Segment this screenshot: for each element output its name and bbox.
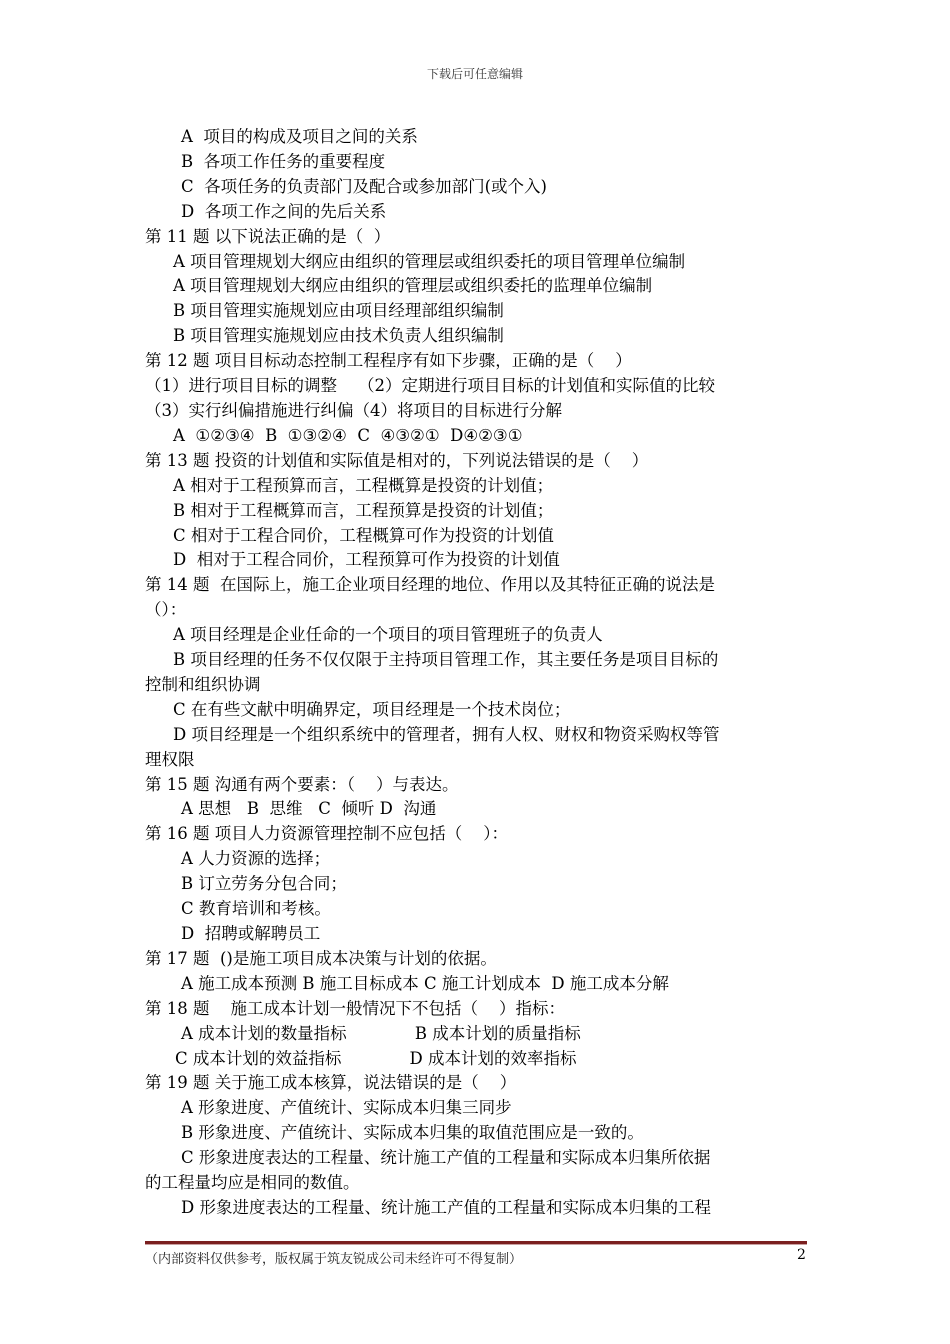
text-line: B 形象进度、产值统计、实际成本归集的取值范围应是一致的。 bbox=[181, 1123, 644, 1143]
document-body bbox=[145, 125, 810, 1221]
text-line: 第 19 题 关于施工成本核算，说法错误的是（ ） bbox=[145, 1073, 517, 1093]
page-header: 下载后可任意编辑 bbox=[426, 67, 523, 81]
text-line: C 在有些文献中明确界定，项目经理是一个技术岗位； bbox=[173, 699, 571, 719]
text-line: A ①②③④ B ①③②④ C ④③②① D④②③① bbox=[173, 425, 523, 445]
text-line: C 各项任务的负责部门及配合或参加部门(或个入) bbox=[181, 176, 547, 196]
page-number: 2 bbox=[797, 1247, 806, 1263]
text-line: 的工程量均应是相同的数值。 bbox=[145, 1173, 360, 1193]
text-line: 控制和组织协调 bbox=[145, 674, 261, 694]
text-line: C 教育培训和考核。 bbox=[181, 899, 331, 919]
text-line: 理权限 bbox=[145, 749, 195, 769]
text-line: D 各项工作之间的先后关系 bbox=[181, 201, 387, 221]
text-line: A 相对于工程预算而言，工程概算是投资的计划值； bbox=[173, 475, 554, 495]
text-line: A 人力资源的选择； bbox=[181, 849, 331, 869]
text-line: D 相对于工程合同价，工程预算可作为投资的计划值 bbox=[173, 550, 560, 570]
text-line: A 形象进度、产值统计、实际成本归集三同步 bbox=[181, 1098, 512, 1118]
text-line: 第 11 题 以下说法正确的是（ ） bbox=[145, 226, 391, 246]
text-line: 第 17 题 ()是施工项目成本决策与计划的依据。 bbox=[145, 948, 497, 968]
text-line: A 施工成本预测 B 施工目标成本 C 施工计划成本 D 施工成本分解 bbox=[181, 973, 669, 993]
text-line: 第 13 题 投资的计划值和实际值是相对的，下列说法错误的是（ ） bbox=[145, 450, 649, 470]
footer-notice: （内部资料仅供参考，版权属于筑友锐成公司未经许可不得复制） bbox=[145, 1252, 523, 1267]
text-line: 第 16 题 项目人力资源管理控制不应包括（ ）： bbox=[145, 824, 508, 844]
text-line: B 项目管理实施规划应由项目经理部组织编制 bbox=[173, 301, 504, 321]
text-line: A 思想 B 思维 C 倾听 D 沟通 bbox=[181, 799, 437, 819]
text-line: 第 18 题 施工成本计划一般情况下不包括（ ）指标： bbox=[145, 998, 565, 1018]
text-line: 第 15 题 沟通有两个要素：（ ）与表达。 bbox=[145, 774, 459, 794]
text-line: （3）实行纠偏措施进行纠偏（4）将项目的目标进行分解 bbox=[145, 400, 562, 420]
text-line: A 项目的构成及项目之间的关系 bbox=[181, 127, 418, 146]
text-line: A 项目管理规划大纲应由组织的管理层或组织委托的项目管理单位编制 bbox=[173, 251, 686, 271]
text-line: B 项目管理实施规划应由技术负责人组织编制 bbox=[173, 326, 504, 346]
text-line: （1）进行项目目标的调整 （2）定期进行项目目标的计划值和实际值的比较 bbox=[145, 376, 715, 396]
text-line: A 项目经理是企业任命的一个项目的项目管理班子的负责人 bbox=[173, 625, 603, 645]
text-line: D 项目经理是一个组织系统中的管理者，拥有人权、财权和物资采购权等管 bbox=[173, 724, 720, 744]
text-line: 第 12 题 项目目标动态控制工程程序有如下步骤，正确的是（ ） bbox=[145, 351, 632, 371]
text-line: A 成本计划的数量指标 B 成本计划的质量指标 bbox=[181, 1023, 581, 1043]
footer-divider bbox=[145, 1241, 807, 1245]
text-line: D 形象进度表达的工程量、统计施工产值的工程量和实际成本归集的工程 bbox=[181, 1197, 711, 1217]
text-line: B 项目经理的任务不仅仅限于主持项目管理工作，其主要任务是项目目标的 bbox=[173, 650, 719, 670]
text-line: （）： bbox=[145, 600, 187, 620]
text-line: 第 14 题 在国际上，施工企业项目经理的地位、作用以及其特征正确的说法是 bbox=[145, 575, 715, 595]
text-line: A 项目管理规划大纲应由组织的管理层或组织委托的监理单位编制 bbox=[173, 276, 653, 296]
text-line: C 形象进度表达的工程量、统计施工产值的工程量和实际成本归集所依据 bbox=[181, 1148, 711, 1168]
text-line: B 订立劳务分包合同； bbox=[181, 874, 347, 894]
text-line: B 相对于工程概算而言，工程预算是投资的计划值； bbox=[173, 500, 554, 520]
text-line: C 成本计划的效益指标 D 成本计划的效率指标 bbox=[175, 1048, 577, 1068]
text-line: C 相对于工程合同价，工程概算可作为投资的计划值 bbox=[173, 525, 554, 545]
text-line: B 各项工作任务的重要程度 bbox=[181, 151, 386, 171]
text-line: D 招聘或解聘员工 bbox=[181, 924, 321, 943]
